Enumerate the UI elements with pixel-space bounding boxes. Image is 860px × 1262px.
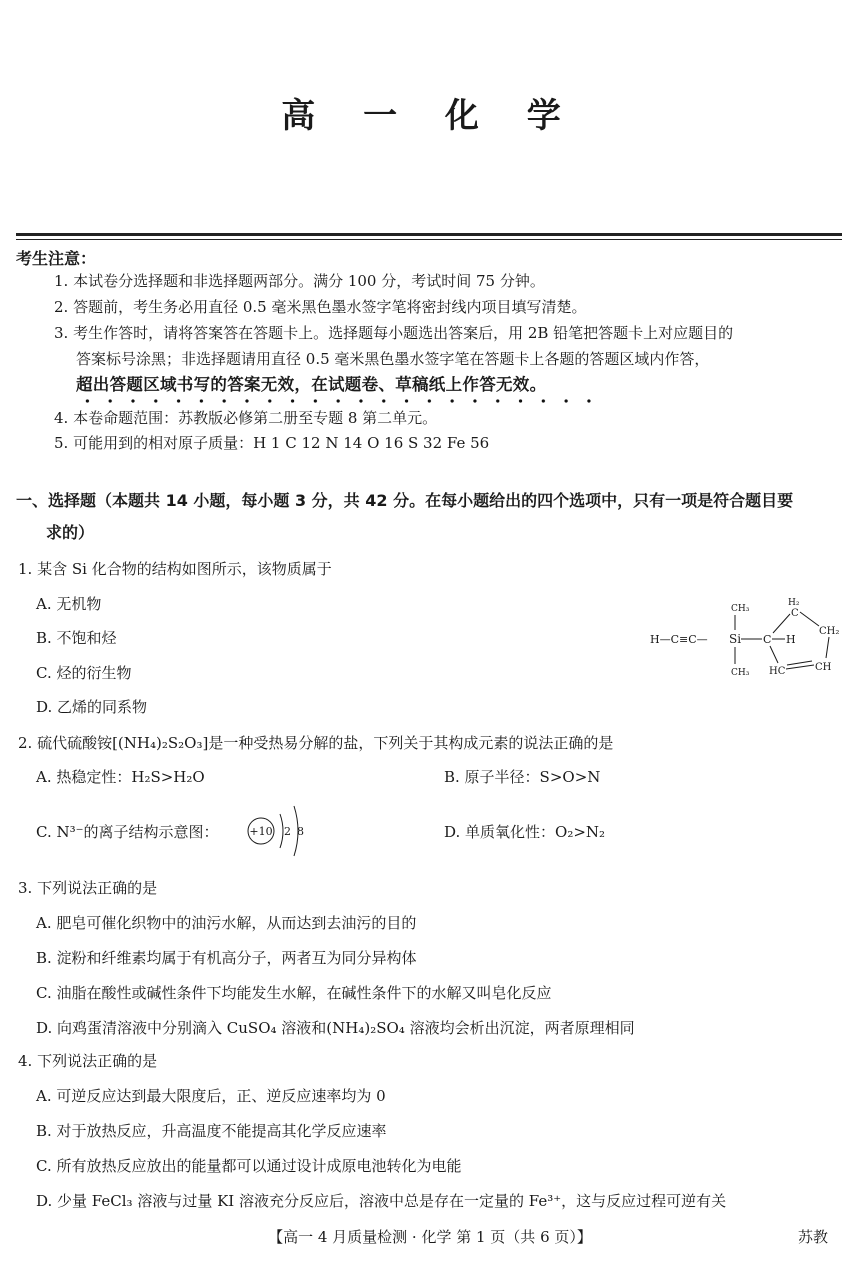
footer-edition: 苏教: [798, 1228, 829, 1246]
section-heading-cont: 求的）: [46, 523, 95, 542]
structure-ch: CH: [815, 662, 832, 673]
notice-item-3: 3. 考生作答时，请将答案答在答题卡上。选择题每小题选出答案后，用 2B 铅笔把答题卡上对应题目的: [54, 324, 734, 342]
notice-item-4: 4. 本卷命题范围：苏教版必修第二册至专题 8 第二单元。: [54, 409, 438, 427]
q4-option-a: A. 可逆反应达到最大限度后，正、逆反应速率均为 0: [36, 1087, 386, 1105]
q2-option-c: C. N³⁻的离子结构示意图：: [36, 823, 219, 841]
notice-item-3-cont: 答案标号涂黑；非选择题请用直径 0.5 毫米黑色墨水签字笔在答题卡上各题的答题区域内作答，: [76, 350, 710, 368]
question-2-stem: 2. 硫代硫酸铵[(NH₄)₂S₂O₃]是一种受热易分解的盐，下列关于其构成元素的说法正确的是: [18, 734, 614, 752]
bond-c-ctop: [773, 614, 790, 633]
q1-option-c: C. 烃的衍生物: [36, 664, 132, 682]
notice-item-2: 2. 答题前，考生务必用直径 0.5 毫米黑色墨水签字笔将密封线内项目填写清楚。: [54, 298, 587, 316]
q1-structure-diagram: [645, 590, 850, 685]
nucleus-charge: +10: [249, 825, 273, 838]
section-heading: 一、选择题（本题共 14 小题，每小题 3 分，共 42 分。在每小题给出的四个选项中，只有一项是符合题目要: [16, 491, 794, 510]
notice-item-5: 5. 可能用到的相对原子质量：H 1 C 12 N 14 O 16 S 32 Fe 56: [54, 434, 490, 452]
bond-ch2-ch: [826, 637, 829, 658]
question-4-stem: 4. 下列说法正确的是: [18, 1052, 158, 1070]
q2-option-d: D. 单质氧化性：O₂>N₂: [444, 823, 606, 841]
header-divider-thin: [16, 239, 842, 240]
notice-item-1: 1. 本试卷分选择题和非选择题两部分。满分 100 分，考试时间 75 分钟。: [54, 272, 545, 290]
bond-ctop-ch2: [800, 612, 819, 626]
shell-1-electrons: 2: [284, 825, 291, 838]
q4-option-c: C. 所有放热反应放出的能量都可以通过设计成原电池转化为电能: [36, 1157, 462, 1175]
structure-hc: HC: [769, 666, 786, 677]
footer-page-info: 【高一 4 月质量检测 · 化学 第 1 页（共 6 页）】: [268, 1228, 592, 1246]
header-divider-thick: [16, 233, 842, 236]
structure-ring-h: H: [786, 633, 796, 646]
structure-c-top: C: [791, 608, 799, 619]
q3-option-b: B. 淀粉和纤维素均属于有机高分子，两者互为同分异构体: [36, 949, 417, 967]
structure-ch3-top: CH₃: [731, 604, 750, 614]
shell-arc-1: [280, 814, 283, 848]
question-3-stem: 3. 下列说法正确的是: [18, 879, 158, 897]
q3-option-d: D. 向鸡蛋清溶液中分别滴入 CuSO₄ 溶液和(NH₄)₂SO₄ 溶液均会析出沉淀，两者原理相同: [36, 1019, 635, 1037]
q4-option-d: D. 少量 FeCl₃ 溶液与过量 KI 溶液充分反应后，溶液中总是存在一定量的 Fe³⁺，这与反应过程可逆有关: [36, 1192, 727, 1210]
q3-option-c: C. 油脂在酸性或碱性条件下均能发生水解，在碱性条件下的水解又叫皂化反应: [36, 984, 552, 1002]
q1-option-d: D. 乙烯的同系物: [36, 698, 148, 716]
structure-ch3-bottom: CH₃: [731, 668, 750, 678]
q3-option-a: A. 肥皂可催化织物中的油污水解，从而达到去油污的目的: [36, 914, 417, 932]
notice-item-3-emphasis: 超出答题区域书写的答案无效，在试题卷、草稿纸上作答无效。: [76, 375, 547, 394]
q1-option-b: B. 不饱和烃: [36, 629, 117, 647]
bond-hc-ch-2: [787, 661, 812, 665]
structure-ring-c: C: [763, 633, 772, 646]
q2-option-b: B. 原子半径：S>O>N: [444, 768, 601, 786]
ion-structure-diagram: [244, 800, 314, 862]
emphasis-dots: [76, 398, 606, 404]
page-title: 高 一 化 学: [281, 96, 579, 136]
structure-ch2: CH₂: [819, 626, 840, 637]
structure-si: Si: [729, 632, 742, 646]
q2-option-a: A. 热稳定性：H₂S>H₂O: [36, 768, 205, 786]
structure-chain: H—C≡C—: [650, 633, 708, 646]
shell-2-electrons: 8: [297, 825, 304, 838]
question-1-stem: 1. 某含 Si 化合物的结构如图所示，该物质属于: [18, 560, 332, 578]
q4-option-b: B. 对于放热反应，升高温度不能提高其化学反应速率: [36, 1122, 387, 1140]
structure-h2: H₂: [788, 598, 800, 608]
bond-c-hc: [770, 646, 778, 663]
notice-heading: 考生注意：: [16, 249, 97, 268]
bond-hc-ch-1: [786, 665, 814, 669]
q1-option-a: A. 无机物: [36, 595, 102, 613]
